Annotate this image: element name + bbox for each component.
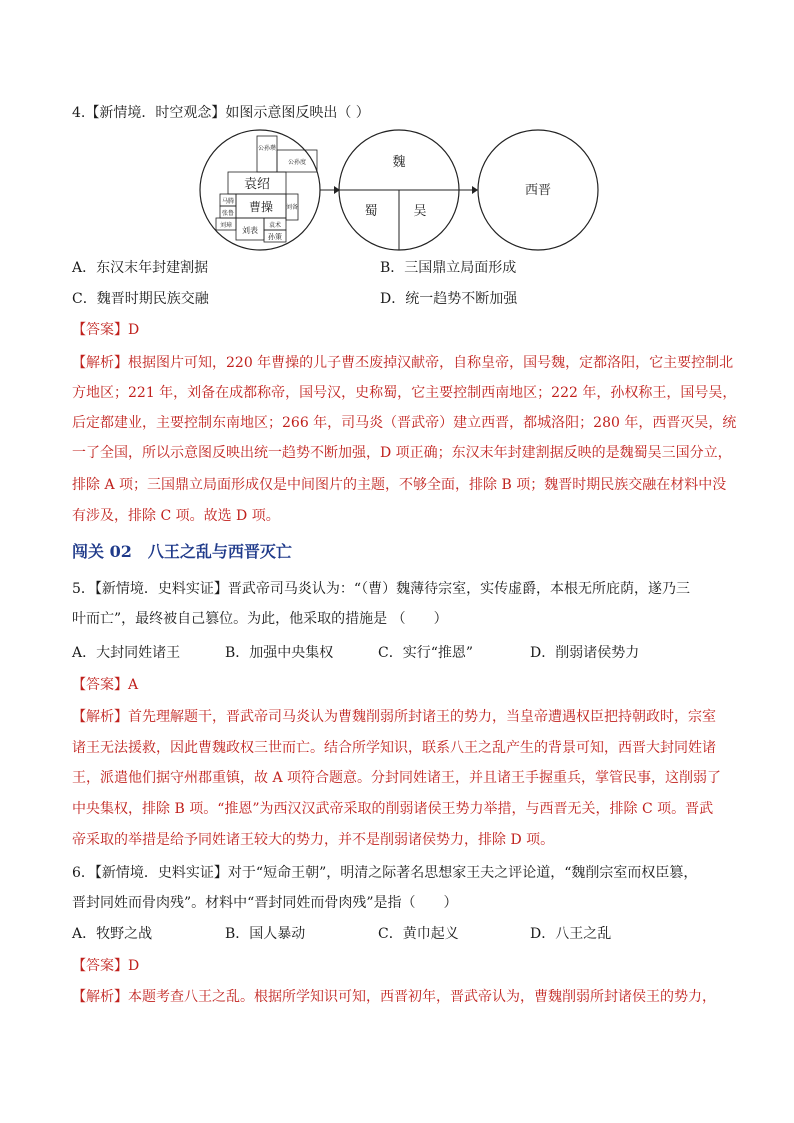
q4-analysis-line: 【解析】根据图片可知，220 年曹操的儿子曹丕废掉汉献帝，自称皇帝，国号魏，定都洛阳，它主要控制北 — [72, 355, 734, 371]
q5-analysis-line: 王，派遣他们据守州郡重镇，故 A 项符合题意。分封同姓诸王，并且诸王手握重兵，掌管民事，这削弱了 — [72, 770, 722, 786]
label-xijin: 西晋 — [524, 183, 552, 198]
q4-answer: 【答案】D — [72, 322, 140, 338]
q6-option-d: D．八王之乱 — [530, 926, 612, 942]
label-liuzhang: 刘璋 — [219, 222, 233, 229]
label-wei: 魏 — [392, 155, 406, 170]
label-liubei: 刘备 — [285, 204, 299, 211]
q4-option-b: B．三国鼎立局面形成 — [380, 260, 517, 276]
q4-option-d: D．统一趋势不断加强 — [380, 291, 518, 307]
q5-option-d: D．削弱诸侯势力 — [530, 645, 640, 661]
label-zhanglu: 张鲁 — [221, 210, 235, 217]
q4-analysis-line: 排除 A 项；三国鼎立局面形成仅是中间图片的主题，不够全面，排除 B 项；魏晋时期民族交融在材料中没 — [72, 477, 727, 493]
q6-option-c: C．黄巾起义 — [378, 926, 459, 942]
q5-stem-line: 5．【新情境．史料实证】晋武帝司马炎认为：“（曹）魏薄待宗室，实传虚爵，本根无所庇荫，遂乃三 — [72, 581, 691, 597]
label-shu: 蜀 — [364, 204, 378, 219]
q6-option-b: B．国人暴动 — [225, 926, 306, 942]
label-liubiao: 刘表 — [242, 226, 258, 235]
q4-analysis-line: 一了全国，所以示意图反映出统一趋势不断加强，D 项正确；东汉末年封建割据反映的是魏蜀吴三国分立， — [72, 445, 732, 461]
q6-answer: 【答案】D — [72, 958, 140, 974]
q5-stem-line: 叶而亡”，最终被自己篡位。为此，他采取的措施是 （ ） — [72, 611, 448, 627]
q6-analysis-line: 【解析】本题考查八王之乱。根据所学知识可知，西晋初年，晋武帝认为，曹魏削弱所封诸侯王的势力， — [72, 989, 716, 1005]
q5-option-c: C．实行“推恩” — [378, 645, 474, 661]
q5-option-a: A．大封同姓诸王 — [72, 645, 181, 661]
label-yuanshu: 袁术 — [268, 222, 282, 229]
q5-analysis-line: 诸王无法援救，因此曹魏政权三世而亡。结合所学知识，联系八王之乱产生的背景可知，西晋大封同姓诸 — [72, 740, 716, 756]
q4-option-a: A．东汉末年封建割据 — [72, 260, 209, 276]
q5-analysis-line: 【解析】首先理解题干，晋武帝司马炎认为曹魏削弱所封诸王的势力，当皇帝遭遇权臣把持朝政时，宗室 — [72, 709, 716, 725]
q4-analysis-line: 后定都建业，主要控制东南地区；266 年，司马炎（晋武帝）建立西晋，都城洛阳；280 年，西晋灭吴，统 — [72, 415, 737, 431]
label-sunce: 孙策 — [268, 233, 282, 241]
q6-stem-line: 晋封同姓而骨肉残”。材料中“晋封同姓而骨肉残”是指（ ） — [72, 895, 458, 911]
label-wu: 吴 — [413, 204, 427, 219]
q5-answer: 【答案】A — [72, 677, 139, 693]
label-yuanshao: 袁绍 — [243, 177, 271, 192]
label-caocao: 曹操 — [248, 200, 274, 214]
section-heading: 闯关 02 八王之乱与西晋灭亡 — [72, 542, 292, 561]
q5-analysis-line: 中央集权，排除 B 项。“推恩”为西汉汉武帝采取的削弱诸侯王势力举措，与西晋无关，排除 C 项。晋武 — [72, 801, 714, 817]
q4-analysis-line: 方地区；221 年，刘备在成都称帝，国号汉，史称蜀，它主要控制西南地区；222 年，孙权称王，国号吴， — [72, 385, 737, 401]
q4-stem: 4.【新情境．时空观念】如图示意图反映出（ ） — [72, 105, 370, 121]
label-gongsundu: 公孙度 — [287, 159, 307, 166]
q5-option-b: B．加强中央集权 — [225, 645, 334, 661]
q4-option-c: C．魏晋时期民族交融 — [72, 291, 209, 307]
label-mateng: 马腾 — [221, 198, 235, 205]
q5-analysis-line: 帝采取的举措是给予同姓诸王较大的势力，并不是削弱诸侯势力，排除 D 项。 — [72, 832, 555, 848]
q4-analysis-line: 有涉及，排除 C 项。故选 D 项。 — [72, 508, 280, 524]
q6-option-a: A．牧野之战 — [72, 926, 153, 942]
q6-stem-line: 6．【新情境．史料实证】对于“短命王朝”，明清之际著名思想家王夫之评论道，“魏削宗室而权臣篡， — [72, 865, 698, 881]
label-gongsunzan: 公孙瓒 — [257, 145, 277, 152]
